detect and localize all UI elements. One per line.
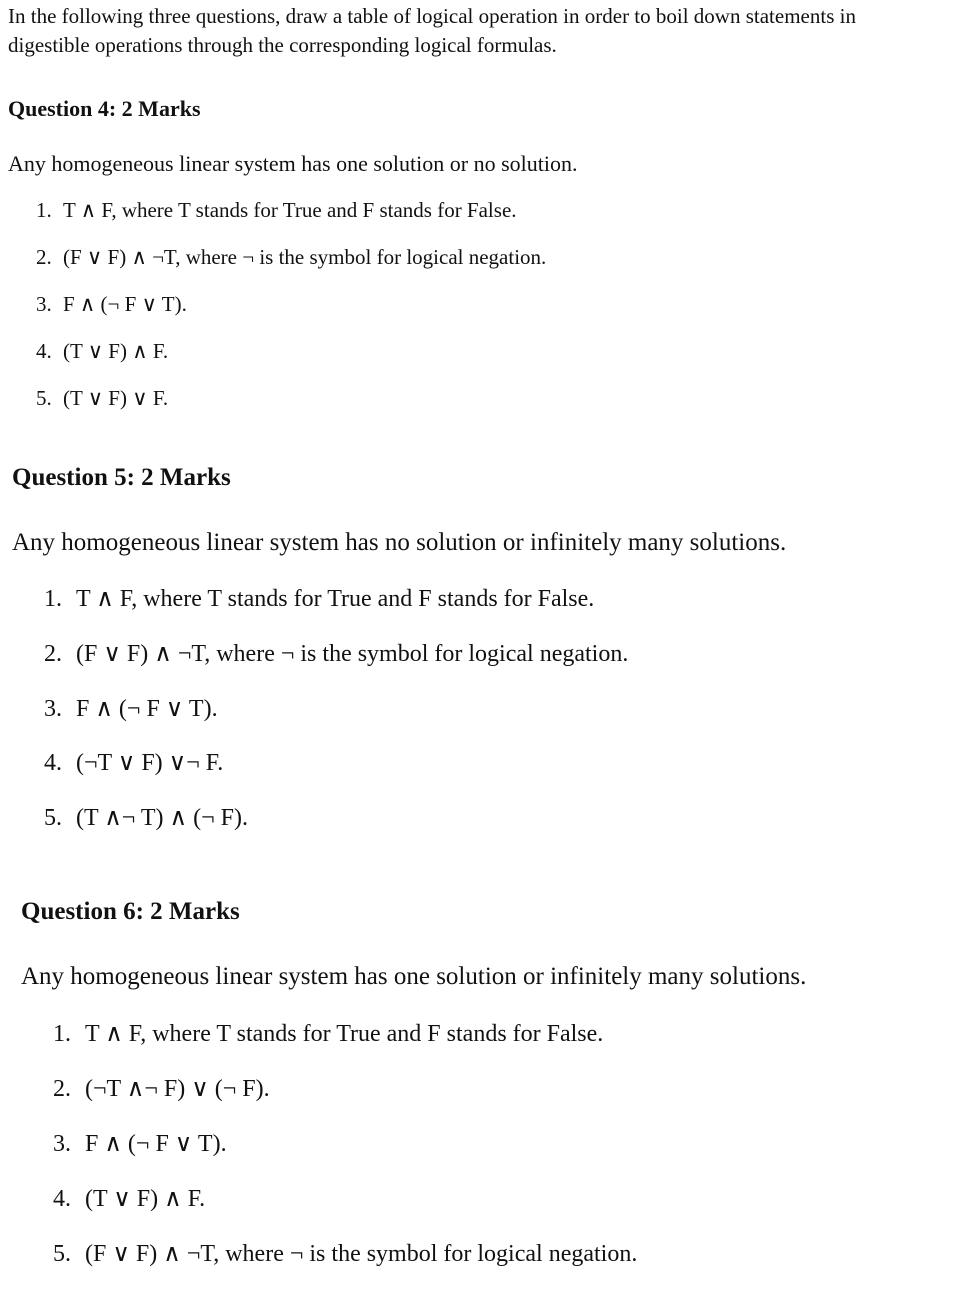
item-number: 1. xyxy=(44,586,62,612)
question-6-title: Question 6: 2 Marks xyxy=(21,898,240,925)
list-item xyxy=(44,748,223,777)
question-6-statement: Any homogeneous linear system has one solution or infinitely many solutions. xyxy=(21,963,807,990)
list-item xyxy=(36,245,546,270)
question-4-statement: Any homogeneous linear system has one solution or no solution. xyxy=(8,151,578,176)
item-number: 1. xyxy=(36,198,52,222)
item-text: (F ∨ F) ∧ ¬T, where ¬ is the symbol for logical negation. xyxy=(85,1241,638,1267)
list-item xyxy=(53,1074,270,1103)
list-item xyxy=(44,694,218,723)
intro-line-2: digestible operations through the corresponding logical formulas. xyxy=(8,33,557,57)
item-text: (F ∨ F) ∧ ¬T, where ¬ is the symbol for logical negation. xyxy=(63,245,547,269)
item-number: 2. xyxy=(36,245,52,269)
item-text: (T ∨ F) ∨ F. xyxy=(63,386,169,410)
intro-paragraph xyxy=(8,2,977,60)
item-number: 5. xyxy=(36,386,52,410)
item-number: 2. xyxy=(53,1076,71,1102)
item-number: 4. xyxy=(53,1186,71,1212)
item-text: (¬T ∧¬ F) ∨ (¬ F). xyxy=(85,1076,270,1102)
list-item xyxy=(36,339,168,364)
list-item xyxy=(36,386,168,411)
list-item xyxy=(53,1019,603,1048)
item-text: T ∧ F, where T stands for True and F stands for False. xyxy=(76,586,595,612)
item-number: 4. xyxy=(36,339,52,363)
item-number: 1. xyxy=(53,1021,71,1047)
item-text: F ∧ (¬ F ∨ T). xyxy=(76,696,218,722)
list-item xyxy=(53,1239,637,1268)
item-text: (¬T ∨ F) ∨¬ F. xyxy=(76,750,224,776)
list-item xyxy=(36,292,187,317)
item-number: 3. xyxy=(44,696,62,722)
list-item xyxy=(44,584,594,613)
question-5-statement: Any homogeneous linear system has no solution or infinitely many solutions. xyxy=(12,529,787,556)
item-text: T ∧ F, where T stands for True and F stands for False. xyxy=(63,198,517,222)
item-text: (F ∨ F) ∧ ¬T, where ¬ is the symbol for logical negation. xyxy=(76,641,629,667)
intro-line-1: In the following three questions, draw a table of logical operation in order to boil down statements in xyxy=(8,4,856,28)
list-item xyxy=(44,803,248,832)
item-number: 5. xyxy=(44,805,62,831)
item-number: 4. xyxy=(44,750,62,776)
list-item xyxy=(44,639,628,668)
item-text: T ∧ F, where T stands for True and F stands for False. xyxy=(85,1021,604,1047)
list-item xyxy=(53,1184,205,1213)
question-4-title: Question 4: 2 Marks xyxy=(8,96,201,121)
item-number: 5. xyxy=(53,1241,71,1267)
item-number: 3. xyxy=(53,1131,71,1157)
item-text: (T ∨ F) ∧ F. xyxy=(85,1186,206,1212)
item-text: (T ∧¬ T) ∧ (¬ F). xyxy=(76,805,248,831)
item-text: (T ∨ F) ∧ F. xyxy=(63,339,169,363)
item-number: 3. xyxy=(36,292,52,316)
item-number: 2. xyxy=(44,641,62,667)
item-text: F ∧ (¬ F ∨ T). xyxy=(85,1131,227,1157)
item-text: F ∧ (¬ F ∨ T). xyxy=(63,292,187,316)
list-item xyxy=(53,1129,227,1158)
list-item xyxy=(36,198,517,223)
question-5-title: Question 5: 2 Marks xyxy=(12,464,231,491)
